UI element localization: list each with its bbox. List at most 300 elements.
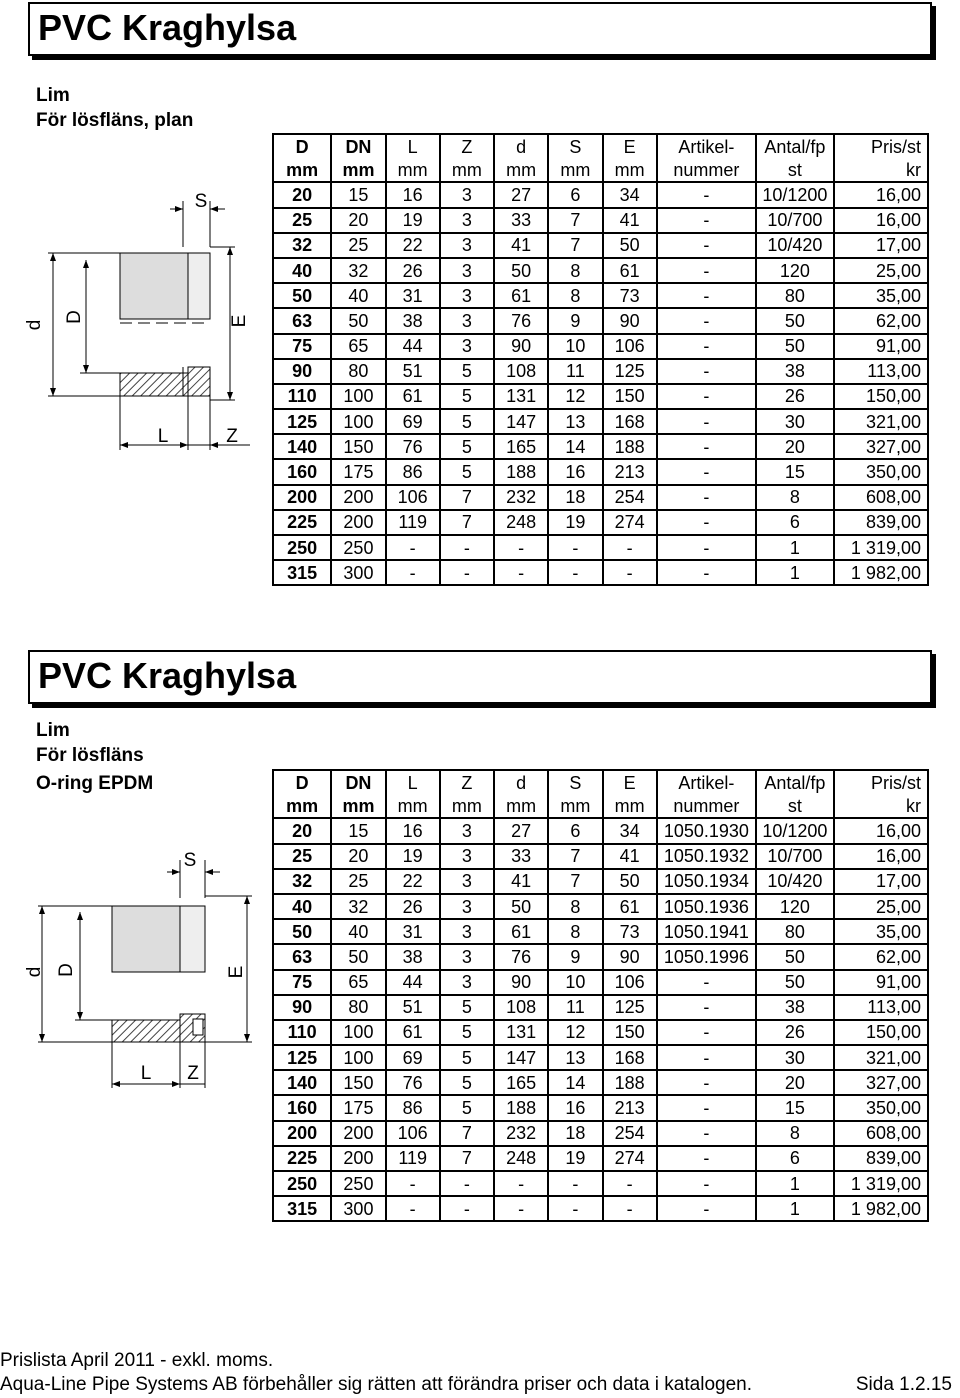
table-cell: - xyxy=(603,1171,657,1196)
table-cell: 63 xyxy=(273,308,331,333)
table-cell: 80 xyxy=(331,359,385,384)
table-cell: 6 xyxy=(756,510,834,535)
header-cell: Z xyxy=(440,134,494,158)
table-cell: - xyxy=(603,535,657,560)
section2-fitting-diagram xyxy=(20,838,270,1098)
section1-title: PVC Kraghylsa xyxy=(38,7,297,48)
table-cell: 250 xyxy=(273,1171,331,1196)
table-cell: - xyxy=(494,560,548,585)
header-cell: mm xyxy=(603,794,657,818)
table-cell: - xyxy=(657,1146,756,1171)
table-cell: 120 xyxy=(756,258,834,283)
table-cell: 106 xyxy=(386,1121,440,1146)
header-cell: E xyxy=(603,770,657,794)
table-cell: 110 xyxy=(273,1020,331,1045)
table-cell: 248 xyxy=(494,510,548,535)
table-cell: - xyxy=(657,1171,756,1196)
table-cell: - xyxy=(440,1196,494,1221)
table-cell: 175 xyxy=(331,1095,385,1120)
table-cell: 168 xyxy=(603,1045,657,1070)
table-cell: 1050.1934 xyxy=(657,869,756,894)
header-cell: mm xyxy=(494,158,548,182)
table-cell: 32 xyxy=(273,233,331,258)
table-cell: 20 xyxy=(273,818,331,843)
table-cell: 160 xyxy=(273,1095,331,1120)
table-cell: 90 xyxy=(273,995,331,1020)
header-cell: Antal/fp xyxy=(756,134,834,158)
table-row xyxy=(273,1196,928,1221)
table-row xyxy=(273,970,928,995)
table-cell: 50 xyxy=(331,308,385,333)
section1-fitting-diagram xyxy=(20,185,270,455)
table-cell: - xyxy=(494,535,548,560)
table-cell: 232 xyxy=(494,1121,548,1146)
table-cell: 160 xyxy=(273,459,331,484)
table-cell: 3 xyxy=(440,233,494,258)
page-number: Sida 1.2.15 xyxy=(855,1374,952,1395)
table-cell: 608,00 xyxy=(834,1121,928,1146)
table-cell: 250 xyxy=(331,535,385,560)
table-row xyxy=(273,409,928,434)
table-cell: 3 xyxy=(440,970,494,995)
header-cell: DN xyxy=(331,134,385,158)
table-cell: 327,00 xyxy=(834,434,928,459)
table-cell: 86 xyxy=(386,459,440,484)
table-cell: 188 xyxy=(603,434,657,459)
table-cell: 6 xyxy=(548,182,602,207)
section1-spec-table xyxy=(272,133,929,586)
table-cell: 250 xyxy=(273,535,331,560)
table-cell: 1 xyxy=(756,1171,834,1196)
table-cell: 18 xyxy=(548,1121,602,1146)
table-cell: 1 xyxy=(756,560,834,585)
table-cell: 20 xyxy=(273,182,331,207)
table-cell: 76 xyxy=(494,308,548,333)
table-cell: 100 xyxy=(331,1020,385,1045)
table-cell: 65 xyxy=(331,970,385,995)
table-cell: 38 xyxy=(756,359,834,384)
table-cell: 5 xyxy=(440,995,494,1020)
table-cell: - xyxy=(440,535,494,560)
header-cell: Antal/fp xyxy=(756,770,834,794)
table-cell: 7 xyxy=(548,233,602,258)
table-cell: 90 xyxy=(603,308,657,333)
table-cell: 50 xyxy=(273,919,331,944)
table-cell: 14 xyxy=(548,434,602,459)
table-cell: 22 xyxy=(386,869,440,894)
table-cell: 8 xyxy=(548,919,602,944)
table-cell: 1050.1932 xyxy=(657,844,756,869)
table-cell: - xyxy=(657,233,756,258)
dim-label-Z: Z xyxy=(187,1063,199,1084)
dim-label-L: L xyxy=(140,1063,152,1084)
table-cell: 41 xyxy=(603,844,657,869)
table-cell: 113,00 xyxy=(834,359,928,384)
table-cell: 150 xyxy=(331,1070,385,1095)
table-cell: 50 xyxy=(756,970,834,995)
section2-subtitle-line: För lösfläns xyxy=(36,745,144,766)
table-cell: 25 xyxy=(331,869,385,894)
table-cell: - xyxy=(657,258,756,283)
header-cell: E xyxy=(603,134,657,158)
table-cell: 248 xyxy=(494,1146,548,1171)
table-cell: 12 xyxy=(548,384,602,409)
table-row xyxy=(273,182,928,207)
header-cell: mm xyxy=(331,794,385,818)
table-cell: - xyxy=(657,459,756,484)
table-cell: 200 xyxy=(331,485,385,510)
table-cell: 1 xyxy=(756,1196,834,1221)
table-cell: 75 xyxy=(273,970,331,995)
table-cell: 3 xyxy=(440,844,494,869)
table-cell: 839,00 xyxy=(834,510,928,535)
table-cell: 119 xyxy=(386,510,440,535)
table-cell: 5 xyxy=(440,384,494,409)
dim-label-E: E xyxy=(226,965,247,979)
table-cell: 30 xyxy=(756,409,834,434)
table-cell: 35,00 xyxy=(834,919,928,944)
table-cell: - xyxy=(657,1020,756,1045)
table-cell: 90 xyxy=(603,944,657,969)
table-cell: - xyxy=(657,510,756,535)
table-cell: 5 xyxy=(440,1020,494,1045)
table-cell: 300 xyxy=(331,1196,385,1221)
table-cell: 150,00 xyxy=(834,1020,928,1045)
table-cell: 91,00 xyxy=(834,334,928,359)
table-cell: 10/700 xyxy=(756,208,834,233)
table-cell: 10/420 xyxy=(756,233,834,258)
dim-label-s: S xyxy=(183,850,197,871)
table-cell: 131 xyxy=(494,384,548,409)
footer-disclaimer: Aqua-Line Pipe Systems AB förbehåller sig rätten att förändra priser och data i katalogen. xyxy=(0,1374,752,1395)
table-cell: 125 xyxy=(273,1045,331,1070)
table-cell: 125 xyxy=(603,995,657,1020)
table-cell: 8 xyxy=(548,258,602,283)
table-cell: - xyxy=(657,1070,756,1095)
table-cell: 50 xyxy=(756,334,834,359)
table-cell: 3 xyxy=(440,283,494,308)
table-row xyxy=(273,308,928,333)
table-cell: - xyxy=(657,208,756,233)
table-cell: 61 xyxy=(494,919,548,944)
table-cell: - xyxy=(657,1196,756,1221)
table-cell: - xyxy=(386,1171,440,1196)
table-cell: 34 xyxy=(603,818,657,843)
header-cell: mm xyxy=(440,794,494,818)
table-cell: 12 xyxy=(548,1020,602,1045)
table-cell: 19 xyxy=(386,208,440,233)
table-cell: 140 xyxy=(273,1070,331,1095)
table-cell: 1050.1996 xyxy=(657,944,756,969)
table-cell: 41 xyxy=(494,233,548,258)
header-cell: mm xyxy=(273,794,331,818)
table-cell: 131 xyxy=(494,1020,548,1045)
table-cell: 73 xyxy=(603,283,657,308)
table-cell: 50 xyxy=(603,869,657,894)
table-cell: - xyxy=(548,560,602,585)
table-cell: 5 xyxy=(440,1070,494,1095)
header-cell: DN xyxy=(331,770,385,794)
table-cell: 5 xyxy=(440,434,494,459)
header-cell: Z xyxy=(440,770,494,794)
table-cell: 15 xyxy=(331,818,385,843)
section2-subtitle xyxy=(36,718,153,796)
table-cell: 7 xyxy=(548,869,602,894)
table-cell: 10 xyxy=(548,334,602,359)
table-cell: 69 xyxy=(386,1045,440,1070)
section1-title-box xyxy=(28,2,932,56)
table-cell: 16 xyxy=(548,459,602,484)
table-cell: - xyxy=(657,283,756,308)
table-cell: 125 xyxy=(603,359,657,384)
table-cell: 10 xyxy=(548,970,602,995)
table-cell: - xyxy=(494,1196,548,1221)
table-cell: 51 xyxy=(386,359,440,384)
table-cell: 113,00 xyxy=(834,995,928,1020)
table-cell: 6 xyxy=(548,818,602,843)
table-cell: 26 xyxy=(386,258,440,283)
table-cell: 80 xyxy=(756,283,834,308)
table-cell: 15 xyxy=(331,182,385,207)
table-cell: 90 xyxy=(494,970,548,995)
table-cell: 3 xyxy=(440,919,494,944)
header-cell: mm xyxy=(548,794,602,818)
table-cell: 80 xyxy=(331,995,385,1020)
table-row xyxy=(273,1146,928,1171)
table-cell: 16 xyxy=(386,182,440,207)
table-cell: 608,00 xyxy=(834,485,928,510)
table-cell: 3 xyxy=(440,894,494,919)
table-cell: 5 xyxy=(440,1095,494,1120)
table-cell: 16,00 xyxy=(834,182,928,207)
table-cell: - xyxy=(603,1196,657,1221)
table-cell: 40 xyxy=(273,894,331,919)
table-cell: 1050.1941 xyxy=(657,919,756,944)
table-cell: 200 xyxy=(331,1121,385,1146)
table-cell: 16 xyxy=(386,818,440,843)
table-cell: 31 xyxy=(386,919,440,944)
table-cell: 7 xyxy=(548,844,602,869)
table-cell: - xyxy=(657,308,756,333)
table-row xyxy=(273,560,928,585)
table-cell: 3 xyxy=(440,308,494,333)
table-cell: - xyxy=(657,970,756,995)
table-cell: 33 xyxy=(494,208,548,233)
table-cell: - xyxy=(657,1095,756,1120)
table-row xyxy=(273,208,928,233)
table-cell: 150 xyxy=(603,384,657,409)
table-cell: 25 xyxy=(273,208,331,233)
dim-label-D: D xyxy=(56,963,77,977)
table-cell: 90 xyxy=(494,334,548,359)
table-cell: - xyxy=(657,409,756,434)
section1-subtitle xyxy=(36,83,193,133)
section1-subtitle-line: För lösfläns, plan xyxy=(36,110,194,131)
table-cell: 76 xyxy=(386,1070,440,1095)
table-row xyxy=(273,844,928,869)
table-cell: 315 xyxy=(273,560,331,585)
table-cell: 31 xyxy=(386,283,440,308)
table-cell: - xyxy=(657,535,756,560)
table-row xyxy=(273,1020,928,1045)
header-cell: kr xyxy=(834,158,928,182)
table-cell: 50 xyxy=(603,233,657,258)
table-cell: 213 xyxy=(603,1095,657,1120)
table-cell: - xyxy=(657,182,756,207)
table-cell: - xyxy=(386,1196,440,1221)
table-cell: 321,00 xyxy=(834,409,928,434)
table-cell: 25 xyxy=(331,233,385,258)
table-cell: 3 xyxy=(440,944,494,969)
table-cell: 20 xyxy=(756,434,834,459)
table-cell: 10/700 xyxy=(756,844,834,869)
table-cell: 100 xyxy=(331,384,385,409)
table-cell: 33 xyxy=(494,844,548,869)
table-cell: 19 xyxy=(548,510,602,535)
table-cell: 5 xyxy=(440,409,494,434)
table-cell: 5 xyxy=(440,1045,494,1070)
table-row xyxy=(273,1070,928,1095)
table-cell: - xyxy=(386,535,440,560)
table-cell: - xyxy=(548,535,602,560)
table-cell: - xyxy=(603,560,657,585)
table-cell: 38 xyxy=(756,995,834,1020)
table-cell: 11 xyxy=(548,359,602,384)
header-cell: nummer xyxy=(657,158,756,182)
table-cell: 350,00 xyxy=(834,1095,928,1120)
header-cell: S xyxy=(548,770,602,794)
table-cell: 50 xyxy=(494,258,548,283)
table-cell: 1 xyxy=(756,535,834,560)
table-cell: 69 xyxy=(386,409,440,434)
table-cell: 32 xyxy=(331,258,385,283)
table-cell: 51 xyxy=(386,995,440,1020)
header-cell: Artikel- xyxy=(657,134,756,158)
table-row xyxy=(273,1045,928,1070)
header-cell: L xyxy=(386,770,440,794)
table-cell: 32 xyxy=(331,894,385,919)
table-cell: 8 xyxy=(756,485,834,510)
table-cell: 165 xyxy=(494,1070,548,1095)
table-cell: - xyxy=(548,1171,602,1196)
table-cell: 20 xyxy=(331,844,385,869)
table-cell: 61 xyxy=(386,384,440,409)
table-cell: 321,00 xyxy=(834,1045,928,1070)
table-row xyxy=(273,818,928,843)
table-cell: 250 xyxy=(331,1171,385,1196)
table-cell: 41 xyxy=(494,869,548,894)
table-cell: 73 xyxy=(603,919,657,944)
table-cell: 254 xyxy=(603,1121,657,1146)
table-cell: 3 xyxy=(440,869,494,894)
header-cell: Artikel- xyxy=(657,770,756,794)
table-cell: 13 xyxy=(548,409,602,434)
table-row xyxy=(273,1171,928,1196)
table-cell: 40 xyxy=(331,919,385,944)
table-cell: 8 xyxy=(548,894,602,919)
table-row xyxy=(273,510,928,535)
table-cell: 50 xyxy=(494,894,548,919)
table-cell: 3 xyxy=(440,182,494,207)
table-cell: 26 xyxy=(756,384,834,409)
table-cell: 225 xyxy=(273,510,331,535)
table-row xyxy=(273,894,928,919)
table-cell: 15 xyxy=(756,459,834,484)
table-cell: 100 xyxy=(331,409,385,434)
table-cell: - xyxy=(657,334,756,359)
table-row xyxy=(273,485,928,510)
table-cell: 25,00 xyxy=(834,258,928,283)
table-cell: 75 xyxy=(273,334,331,359)
header-cell: S xyxy=(548,134,602,158)
table-cell: - xyxy=(657,1045,756,1070)
table-cell: 25,00 xyxy=(834,894,928,919)
table-cell: 200 xyxy=(331,510,385,535)
table-cell: 120 xyxy=(756,894,834,919)
table-row xyxy=(273,459,928,484)
table-cell: 61 xyxy=(603,258,657,283)
table-cell: 213 xyxy=(603,459,657,484)
table-cell: 40 xyxy=(331,283,385,308)
section2-spec-table xyxy=(272,769,929,1222)
table-cell: 3 xyxy=(440,258,494,283)
table-cell: 26 xyxy=(386,894,440,919)
table-cell: 14 xyxy=(548,1070,602,1095)
table-cell: 63 xyxy=(273,944,331,969)
dim-label-D: D xyxy=(64,310,85,324)
table-cell: 110 xyxy=(273,384,331,409)
table-cell: 232 xyxy=(494,485,548,510)
header-cell: L xyxy=(386,134,440,158)
header-cell: Pris/st xyxy=(834,134,928,158)
table-cell: 7 xyxy=(440,510,494,535)
header-cell: mm xyxy=(603,158,657,182)
table-header-row xyxy=(273,794,928,818)
table-cell: 1 319,00 xyxy=(834,1171,928,1196)
table-cell: 7 xyxy=(440,485,494,510)
table-cell: 16 xyxy=(548,1095,602,1120)
table-cell: - xyxy=(657,560,756,585)
table-cell: - xyxy=(494,1171,548,1196)
header-cell: mm xyxy=(494,794,548,818)
table-cell: 1 319,00 xyxy=(834,535,928,560)
section2-subtitle-line: Lim xyxy=(36,720,70,741)
table-cell: 13 xyxy=(548,1045,602,1070)
table-cell: - xyxy=(657,1121,756,1146)
section2-subtitle-line: O-ring EPDM xyxy=(36,773,154,794)
header-cell: d xyxy=(494,770,548,794)
table-cell: 44 xyxy=(386,334,440,359)
table-cell: 27 xyxy=(494,182,548,207)
table-cell: 50 xyxy=(756,308,834,333)
table-cell: 1050.1930 xyxy=(657,818,756,843)
table-cell: 86 xyxy=(386,1095,440,1120)
header-cell: st xyxy=(756,158,834,182)
table-cell: 7 xyxy=(440,1146,494,1171)
table-cell: 17,00 xyxy=(834,869,928,894)
table-cell: 147 xyxy=(494,1045,548,1070)
table-cell: 62,00 xyxy=(834,308,928,333)
table-cell: 188 xyxy=(494,1095,548,1120)
table-row xyxy=(273,1121,928,1146)
table-cell: 1050.1936 xyxy=(657,894,756,919)
table-cell: 7 xyxy=(548,208,602,233)
table-cell: 44 xyxy=(386,970,440,995)
table-cell: 106 xyxy=(386,485,440,510)
table-cell: 839,00 xyxy=(834,1146,928,1171)
table-cell: 100 xyxy=(331,1045,385,1070)
table-cell: 168 xyxy=(603,409,657,434)
